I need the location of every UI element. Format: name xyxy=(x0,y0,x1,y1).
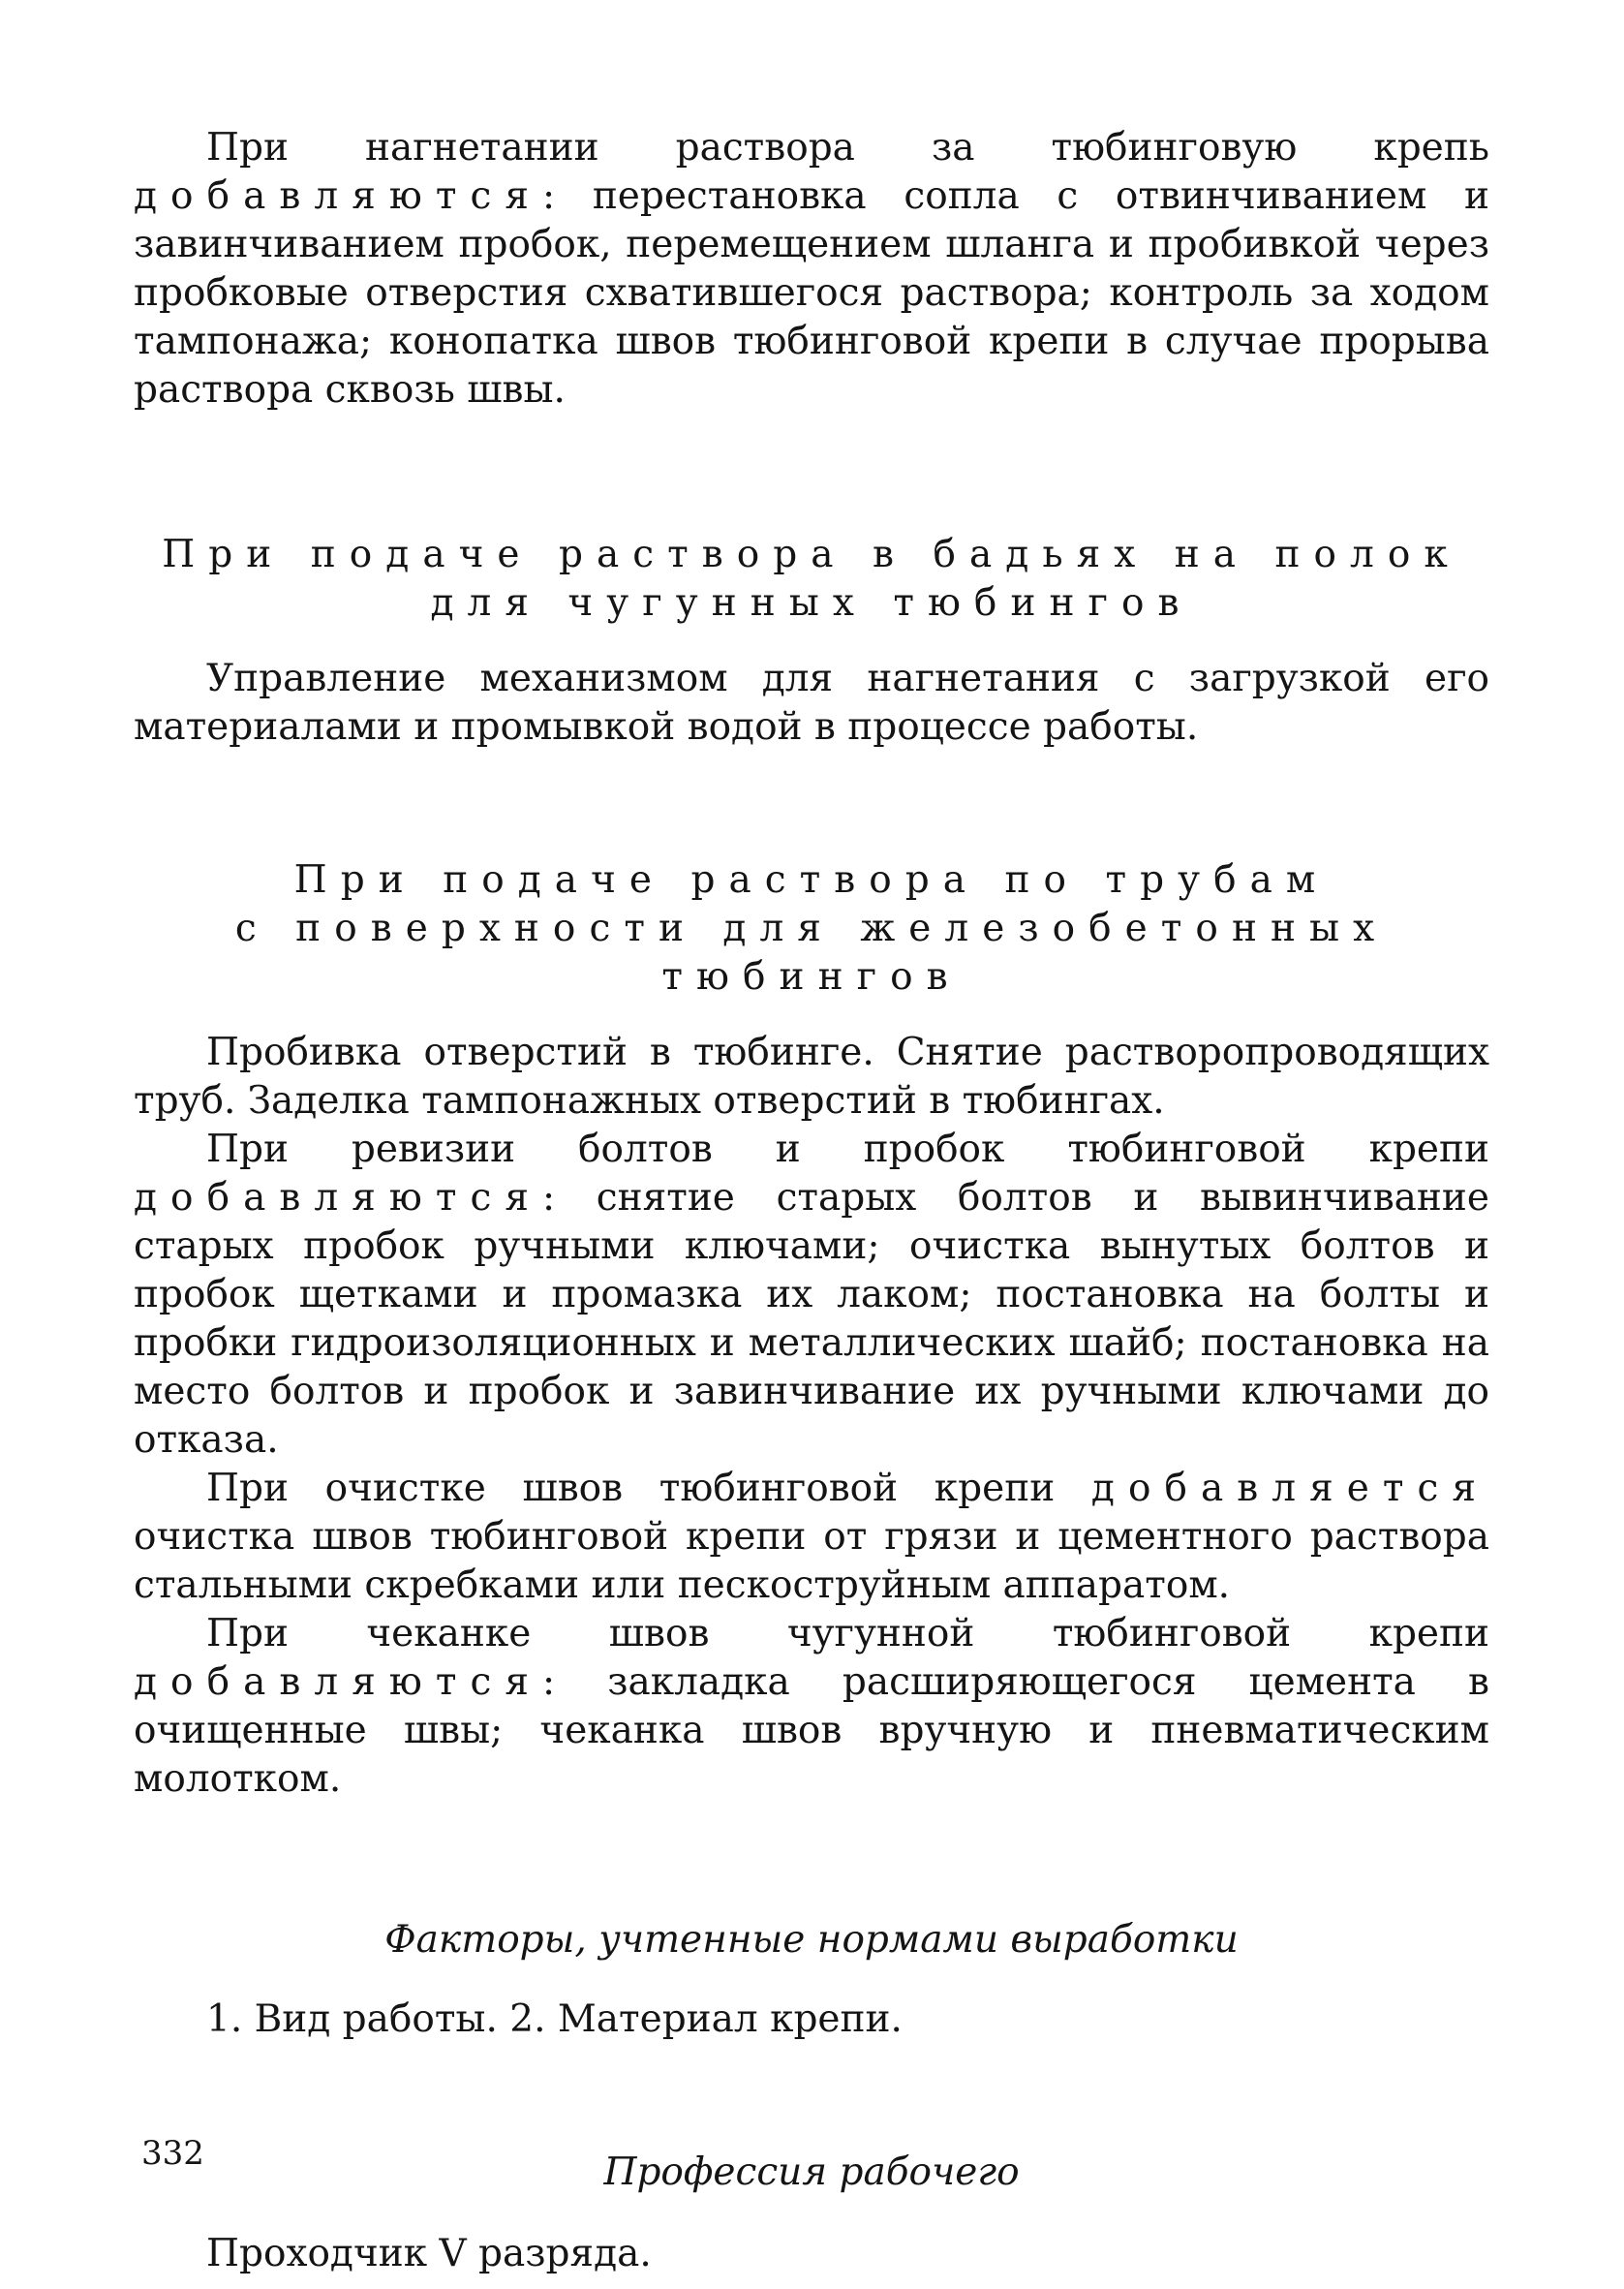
section-heading-bady-line2: для чугунных тюбингов xyxy=(430,581,1193,625)
section-tubes-paragraph-1: Пробивка отверстий в тюбинге. Снятие растворопроводящих труб. Заделка тампонажных отверстий в тюбингах. xyxy=(134,1031,1489,1123)
section-heading-bady-line1: При подаче раствора в бадьях на полок xyxy=(162,533,1461,576)
p4-emphasis: добавляются xyxy=(134,1660,542,1704)
intro-text-a: При нагнетании раствора за тюбинговую крепь xyxy=(206,126,1489,170)
section-tubes-paragraph-3 xyxy=(134,1465,1489,1610)
profession-paragraph: Проходчик V разряда. xyxy=(206,2232,652,2275)
intro-emphasis: добавляются xyxy=(134,174,542,218)
factors-paragraph: 1. Вид работы. 2. Материал крепи. xyxy=(206,1997,903,2041)
p4-text-a: При чеканке швов чугунной тюбинговой крепи xyxy=(206,1612,1489,1655)
p3-text-b: очистка швов тюбинговой крепи от грязи и цементного раствора стальными скребками или пескоструйным аппаратом. xyxy=(134,1515,1489,1607)
factors-heading: Факторы, учтенные нормами выработки xyxy=(384,1918,1239,1962)
section-heading-tubes-line2: с поверхности для железобетонных xyxy=(234,907,1389,950)
section-tubes-paragraph-2 xyxy=(134,1126,1489,1465)
p2-text-b: : снятие старых болтов и вывинчивание старых пробок ручными ключами; очистка вынутых болтов и пробок щетками и промазка их лаком; постановка на болты и пробки гидроизоляционных и металлических шайб; постановка на место болтов и пробок и завинчивание их ручными ключами до отказа. xyxy=(134,1176,1489,1462)
p2-emphasis: добавляются xyxy=(134,1176,542,1220)
section-heading-tubes-line3: тюбингов xyxy=(661,955,962,999)
section-heading-tubes xyxy=(134,856,1489,1002)
section-heading-bady xyxy=(134,531,1489,628)
document-page xyxy=(134,124,1489,2278)
p2-text-a: При ревизии болтов и пробок тюбинговой крепи xyxy=(206,1128,1489,1171)
p3-emphasis: добавляется xyxy=(1090,1467,1489,1510)
p4-text-b: : закладка расширяющегося цемента в очищенные швы; чеканка швов вручную и пневматическим молотком. xyxy=(134,1660,1489,1801)
intro-text-b: : перестановка сопла с отвинчиванием и завинчиванием пробок, перемещением шланга и пробивкой через пробковые отверстия схватившегося раствора; контроль за ходом тампонажа; конопатка швов тюбинговой крепи в случае прорыва раствора сквозь швы. xyxy=(134,174,1489,412)
section-bady-paragraph: Управление механизмом для нагнетания с загрузкой его материалами и промывкой водой в процессе работы. xyxy=(134,657,1489,749)
page-number: 332 xyxy=(141,2134,204,2173)
profession-heading: Профессия рабочего xyxy=(603,2150,1020,2194)
intro-paragraph xyxy=(134,124,1489,415)
p3-text-a: При очистке швов тюбинговой крепи xyxy=(206,1467,1091,1510)
section-heading-tubes-line1: При подаче раствора по трубам xyxy=(293,858,1330,902)
section-tubes-paragraph-4 xyxy=(134,1610,1489,1804)
